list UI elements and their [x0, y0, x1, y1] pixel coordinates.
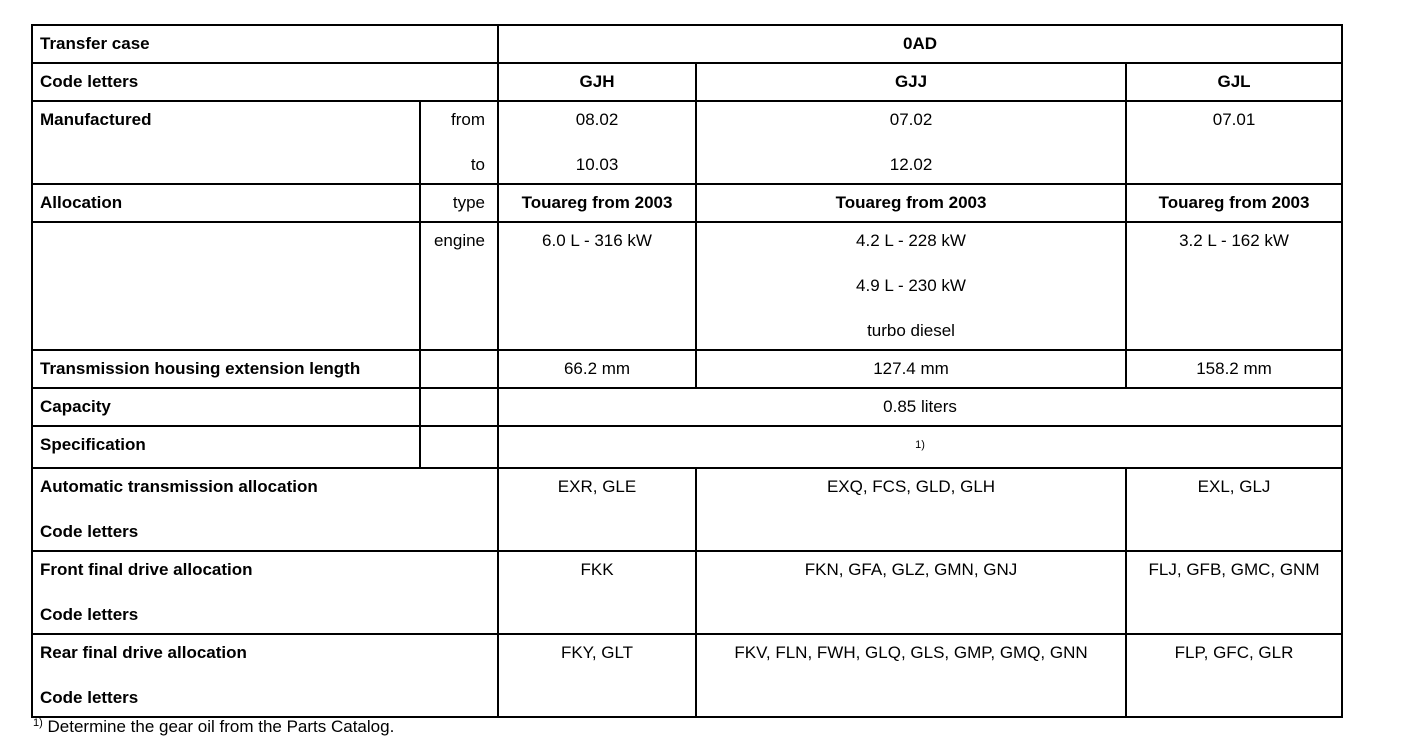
allocation-engine-gjj	[696, 222, 1126, 350]
front-final-drive-gjh: FKK	[498, 551, 696, 634]
row-transfer-case	[32, 25, 1342, 63]
allocation-type-label: type	[420, 184, 498, 222]
footnote-marker: 1)	[33, 717, 43, 729]
allocation-type-gjl: Touareg from 2003	[1126, 184, 1342, 222]
capacity-value: 0.85 liters	[498, 388, 1342, 426]
manufactured-from-value: 07.02	[889, 110, 933, 129]
housing-extension-gjh: 66.2 mm	[498, 350, 696, 388]
footnote-text: Determine the gear oil from the Parts Catalog.	[47, 717, 395, 736]
allocation-type-gjh: Touareg from 2003	[498, 184, 696, 222]
engine-line: turbo diesel	[867, 321, 955, 340]
row-code-letters	[32, 63, 1342, 101]
code-letters-gjj: GJJ	[696, 63, 1126, 101]
auto-transmission-gjh: EXR, GLE	[498, 468, 696, 551]
transfer-case-label: Transfer case	[32, 25, 498, 63]
manufactured-to-label: to	[470, 155, 486, 174]
housing-extension-gjj: 127.4 mm	[696, 350, 1126, 388]
code-letters-label: Code letters	[32, 63, 498, 101]
housing-extension-sub-empty	[420, 350, 498, 388]
front-final-drive-label	[32, 551, 498, 634]
rear-final-drive-label	[32, 634, 498, 717]
manufactured-gjl	[1126, 101, 1342, 184]
manufactured-from-value: 07.01	[1212, 110, 1256, 129]
auto-transmission-gjl: EXL, GLJ	[1126, 468, 1342, 551]
capacity-label: Capacity	[32, 388, 420, 426]
row-specification	[32, 426, 1342, 468]
row-rear-final-drive	[32, 634, 1342, 717]
specification-label: Specification	[32, 426, 420, 468]
auto-transmission-label	[32, 468, 498, 551]
rear-final-drive-gjj: FKV, FLN, FWH, GLQ, GLS, GMP, GMQ, GNN	[696, 634, 1126, 717]
allocation-engine-gjh	[498, 222, 696, 350]
footnote-reference: 1)	[915, 439, 925, 451]
manufactured-from-label: from	[451, 110, 486, 129]
footnote	[33, 708, 394, 742]
capacity-sub-empty	[420, 388, 498, 426]
row-front-final-drive	[32, 551, 1342, 634]
row-capacity	[32, 388, 1342, 426]
row-manufactured	[32, 101, 1342, 184]
row-housing-extension	[32, 350, 1342, 388]
code-letters-gjh: GJH	[498, 63, 696, 101]
allocation-type-gjj: Touareg from 2003	[696, 184, 1126, 222]
engine-line: 6.0 L - 316 kW	[542, 231, 652, 250]
engine-line: 4.9 L - 230 kW	[856, 276, 966, 295]
row-auto-transmission	[32, 468, 1342, 551]
front-final-drive-gjl: FLJ, GFB, GMC, GNM	[1126, 551, 1342, 634]
specification-sub-empty	[420, 426, 498, 468]
rear-final-drive-gjl: FLP, GFC, GLR	[1126, 634, 1342, 717]
allocation-engine-label: engine	[420, 222, 498, 350]
auto-transmission-gjj: EXQ, FCS, GLD, GLH	[696, 468, 1126, 551]
rear-final-drive-gjh: FKY, GLT	[498, 634, 696, 717]
manufactured-to-value	[1127, 147, 1341, 183]
rear-final-drive-title: Rear final drive allocation	[40, 643, 247, 662]
manufactured-to-value: 12.02	[889, 155, 933, 174]
auto-transmission-sublabel: Code letters	[40, 522, 139, 541]
transfer-case-value: 0AD	[498, 25, 1342, 63]
allocation-label: Allocation	[32, 184, 420, 222]
allocation-engine-empty	[32, 222, 420, 350]
housing-extension-gjl: 158.2 mm	[1126, 350, 1342, 388]
transfer-case-spec-table	[31, 24, 1343, 718]
front-final-drive-sublabel: Code letters	[40, 605, 139, 624]
engine-line: 3.2 L - 162 kW	[1179, 231, 1289, 250]
rear-final-drive-sublabel: Code letters	[40, 688, 139, 707]
manufactured-gjh	[498, 101, 696, 184]
manufactured-gjj	[696, 101, 1126, 184]
front-final-drive-gjj: FKN, GFA, GLZ, GMN, GNJ	[696, 551, 1126, 634]
manufactured-label: Manufactured	[32, 101, 420, 184]
engine-line: 4.2 L - 228 kW	[856, 231, 966, 250]
housing-extension-label: Transmission housing extension length	[32, 350, 420, 388]
auto-transmission-title: Automatic transmission allocation	[40, 477, 318, 496]
row-allocation-type	[32, 184, 1342, 222]
front-final-drive-title: Front final drive allocation	[40, 560, 253, 579]
manufactured-to-value: 10.03	[575, 155, 619, 174]
row-allocation-engine	[32, 222, 1342, 350]
manufactured-from-value: 08.02	[575, 110, 619, 129]
allocation-engine-gjl	[1126, 222, 1342, 350]
code-letters-gjl: GJL	[1126, 63, 1342, 101]
manufactured-sublabels	[420, 101, 498, 184]
specification-value	[498, 426, 1342, 468]
